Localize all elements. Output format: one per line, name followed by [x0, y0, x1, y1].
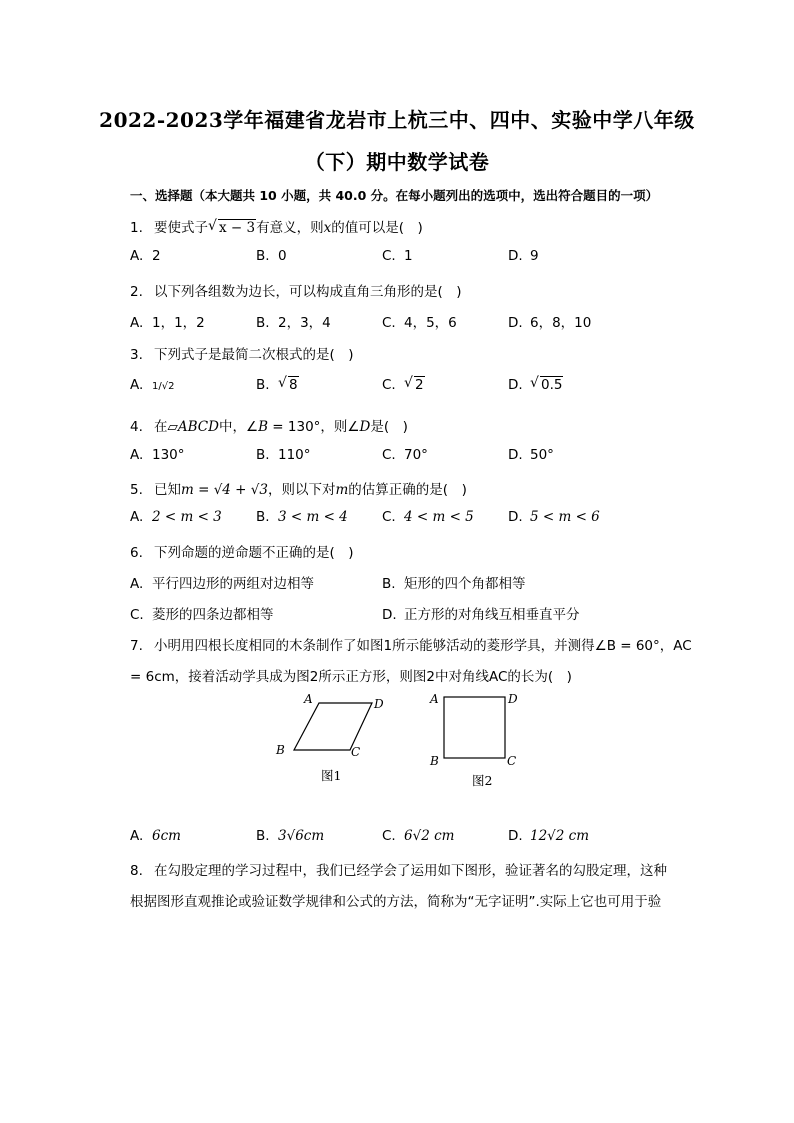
question-text: 下列命题的逆命题不正确的是( ): [154, 545, 354, 561]
option-text: 1: [404, 248, 413, 264]
option-a[interactable]: [130, 248, 161, 264]
question-2: [130, 280, 462, 300]
radicand: x − 3: [219, 220, 256, 236]
exam-title-line2: （下）期中数学试卷: [304, 150, 490, 174]
option-letter: C.: [382, 447, 396, 463]
option-letter: B.: [256, 828, 270, 844]
option-c[interactable]: [382, 509, 474, 525]
option-letter: D.: [508, 315, 523, 331]
option-c[interactable]: [130, 603, 274, 623]
question-number: 8.: [130, 863, 143, 879]
question-number: 5.: [130, 482, 143, 498]
option-d[interactable]: [508, 828, 589, 844]
exam-title-line1: 2022-2023学年福建省龙岩市上杭三中、四中、实验中学八年级: [99, 108, 695, 132]
option-a[interactable]: [130, 509, 222, 525]
question-8-continuation: 根据图形直观推论或验证数学规律和公式的方法，简称为“无字证明”.实际上它也可用于验: [130, 894, 662, 910]
option-text: 130°: [152, 447, 185, 463]
question-number: 6.: [130, 545, 143, 561]
question-text: ，则以下对: [267, 482, 336, 498]
option-letter: B.: [382, 576, 396, 592]
option-text: 6√2 cm: [404, 828, 455, 844]
option-d[interactable]: [508, 248, 539, 264]
question-text: 的值可以是( ): [331, 220, 423, 236]
option-text: 8: [289, 377, 298, 393]
option-c[interactable]: [382, 828, 454, 844]
option-letter: B.: [256, 447, 270, 463]
option-b[interactable]: [256, 447, 311, 463]
option-d[interactable]: [508, 509, 600, 525]
option-letter: D.: [508, 377, 523, 393]
option-text: 1/√2: [152, 381, 175, 392]
question-number: 2.: [130, 284, 143, 300]
option-letter: D.: [508, 447, 523, 463]
option-a[interactable]: [130, 828, 181, 844]
figure-2-caption: 图2: [472, 773, 493, 788]
figure-1-rhombus: [272, 690, 392, 765]
option-letter: A.: [130, 828, 144, 844]
option-letter: B.: [256, 248, 270, 264]
option-text: 2: [415, 377, 424, 393]
option-d[interactable]: [508, 447, 554, 463]
option-text: 2: [152, 248, 161, 264]
question-8: [130, 859, 667, 879]
option-letter: C.: [382, 248, 396, 264]
question-text: 以下列各组数为边长，可以构成直角三角形的是( ): [154, 284, 462, 300]
option-text: 4 < m < 5: [404, 509, 474, 525]
option-text: 5 < m < 6: [530, 509, 600, 525]
question-number: 4.: [130, 419, 143, 435]
expression: m = √4 + √3: [181, 482, 268, 498]
question-text: 小明用四根长度相同的木条制作了如图1所示能够活动的菱形学具，并测得∠B = 60°，AC: [154, 638, 692, 654]
option-text: 70°: [404, 447, 428, 463]
option-letter: B.: [256, 509, 270, 525]
variable: D: [359, 419, 371, 435]
figure-2-square: [425, 688, 525, 773]
option-b[interactable]: [256, 828, 324, 844]
square-shape: [444, 697, 505, 758]
option-a[interactable]: [130, 377, 174, 393]
question-number: 7.: [130, 638, 143, 654]
option-letter: C.: [382, 315, 396, 331]
option-d[interactable]: [382, 603, 580, 623]
option-text: 平行四边形的两组对边相等: [152, 576, 314, 592]
variable: m: [335, 482, 349, 498]
option-letter: D.: [508, 828, 523, 844]
question-3: [130, 343, 354, 363]
option-text: 3 < m < 4: [278, 509, 348, 525]
question-7-continuation: = 6cm，接着活动学具成为图2所示正方形，则图2中对角线AC的长为( ): [130, 669, 572, 685]
variable: ABCD: [177, 419, 219, 435]
radical: [209, 220, 256, 236]
question-text: 的估算正确的是( ): [348, 482, 467, 498]
option-d[interactable]: [508, 377, 563, 393]
question-number: 1.: [130, 220, 143, 236]
variable: x: [323, 220, 332, 236]
option-c[interactable]: [382, 311, 457, 331]
question-text: 在勾股定理的学习过程中，我们已经学会了运用如下图形，验证著名的勾股定理，这种: [154, 863, 667, 879]
vertex-label-b: B: [276, 743, 285, 757]
option-a[interactable]: [130, 311, 205, 331]
option-text: 0.5: [541, 377, 563, 393]
option-b[interactable]: [256, 248, 287, 264]
option-letter: C.: [382, 509, 396, 525]
rhombus-shape: [294, 703, 372, 750]
option-text: 3√6cm: [278, 828, 325, 844]
question-number: 3.: [130, 347, 143, 363]
option-letter: D.: [508, 248, 523, 264]
option-c[interactable]: [382, 377, 425, 393]
option-a[interactable]: [130, 572, 314, 592]
radical: [279, 377, 299, 393]
option-text: 正方形的对角线互相垂直平分: [404, 607, 580, 623]
vertex-label-c: C: [507, 754, 517, 768]
radical: [531, 377, 563, 393]
option-a[interactable]: [130, 447, 185, 463]
question-5: [130, 478, 467, 498]
option-letter: A.: [130, 377, 144, 393]
option-text: 1，1，2: [152, 315, 205, 331]
option-text: 50°: [530, 447, 554, 463]
option-b[interactable]: [382, 572, 526, 592]
option-b[interactable]: [256, 377, 299, 393]
option-c[interactable]: [382, 447, 428, 463]
section-heading: 一、选择题（本大题共 10 小题，共 40.0 分。在每小题列出的选项中，选出符合题目的一项）: [130, 188, 659, 203]
option-letter: B.: [256, 315, 270, 331]
vertex-label-b: B: [430, 754, 439, 768]
question-text: 已知: [154, 482, 181, 498]
option-text: 12√2 cm: [530, 828, 590, 844]
question-text: 下列式子是最简二次根式的是( ): [154, 347, 354, 363]
option-text: 菱形的四条边都相等: [152, 607, 274, 623]
option-text: 6cm: [152, 828, 181, 844]
option-c[interactable]: [382, 248, 413, 264]
option-letter: A.: [130, 447, 144, 463]
variable: B: [258, 419, 268, 435]
question-text: 要使式子: [154, 220, 208, 236]
vertex-label-a: A: [304, 692, 313, 706]
option-text: 矩形的四个角都相等: [404, 576, 526, 592]
option-text: 6，8，10: [530, 315, 592, 331]
option-letter: D.: [508, 509, 523, 525]
question-6: [130, 541, 354, 561]
question-1: [130, 216, 423, 236]
option-letter: C.: [382, 377, 396, 393]
figure-1-caption: 图1: [321, 768, 342, 783]
vertex-label-d: D: [508, 692, 518, 706]
vertex-label-c: C: [351, 745, 361, 759]
option-text: 110°: [278, 447, 311, 463]
option-d[interactable]: [508, 311, 591, 331]
radical: [405, 377, 425, 393]
question-text: = 130°，则∠: [268, 419, 360, 435]
option-letter: B.: [256, 377, 270, 393]
option-text: 2 < m < 3: [152, 509, 222, 525]
question-text: 在▱: [154, 419, 178, 435]
question-text: 有意义，则: [256, 220, 324, 236]
option-letter: A.: [130, 509, 144, 525]
option-letter: C.: [382, 828, 396, 844]
question-text: 是( ): [370, 419, 408, 435]
option-letter: A.: [130, 576, 144, 592]
vertex-label-d: D: [374, 697, 384, 711]
option-text: 9: [530, 248, 539, 264]
option-letter: A.: [130, 248, 144, 264]
option-text: 4，5，6: [404, 315, 457, 331]
option-text: 2，3，4: [278, 315, 331, 331]
option-b[interactable]: [256, 509, 348, 525]
question-text: 中，∠: [218, 419, 259, 435]
option-letter: A.: [130, 315, 144, 331]
option-b[interactable]: [256, 311, 331, 331]
option-text: 0: [278, 248, 287, 264]
option-letter: C.: [130, 607, 144, 623]
question-7: [130, 634, 692, 654]
vertex-label-a: A: [430, 692, 439, 706]
option-letter: D.: [382, 607, 397, 623]
question-4: [130, 415, 408, 435]
